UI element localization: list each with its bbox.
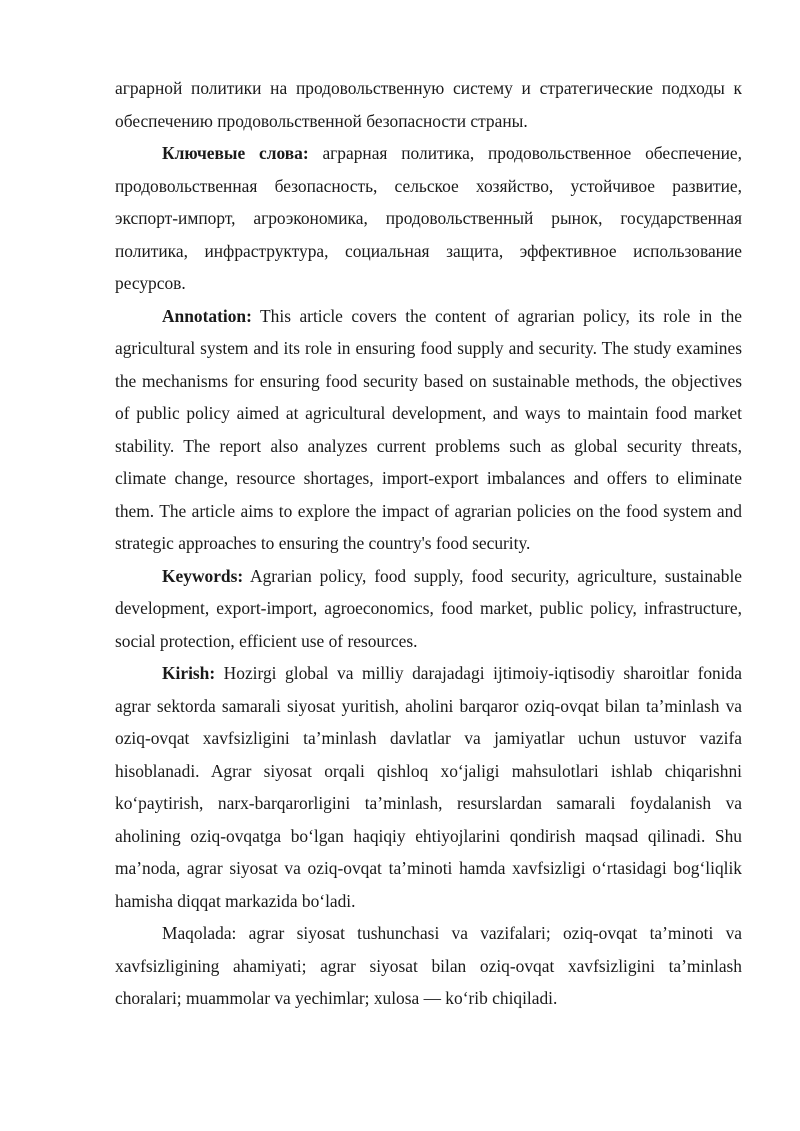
ru-annotation-continuation: аграрной политики на продовольственную систему и стратегические подходы к обеспечению продовольственной безопасности страны. <box>115 78 742 131</box>
uz-intro-paragraph <box>115 657 742 917</box>
uz-intro-label: Kirish: <box>162 663 216 683</box>
en-annotation-paragraph <box>115 300 742 560</box>
en-keywords-text: Agrarian policy, food supply, food security, agriculture, sustainable development, export-import, agroeconomics, food market, public policy, infrastructure, social protection, efficient use of resources. <box>115 565 742 651</box>
uz-outline-paragraph: Maqolada: agrar siyosat tushunchasi va vazifalari; oziq-ovqat taʼminoti va xavfsizligining ahamiyati; agrar siyosat bilan oziq-ovqat xavfsizligini taʼminlash choralari; muammolar va yechimlar; xulosa — koʻrib chiqiladi. <box>115 923 742 1008</box>
ru-keywords-label: Ключевые слова: <box>162 143 309 163</box>
en-annotation-label: Annotation: <box>162 305 252 326</box>
ru-keywords-text: аграрная политика, продовольственное обеспечение, продовольственная безопасность, сельское хозяйство, устойчивое развитие, экспорт-импорт, агроэкономика, продовольственный рынок, государственная политика, инфраструктура, социальная защита, эффективное использование ресурсов. <box>115 143 742 293</box>
uz-intro-text: Hozirgi global va milliy darajadagi ijtimoiy-iqtisodiy sharoitlar fonida agrar sektorda samarali siyosat yuritish, aholini barqaror oziq-ovqat bilan taʼminlash va oziq-ovqat xavfsizligini taʼminlash davlatlar va jamiyatlar uchun ustuvor vazifa hisoblanadi. Agrar siyosat orqali qishloq xoʻjaligi mahsulotlari ishlab chiqarishni koʻpaytirish, narx-barqarorligini taʼminlash, resurslardan samarali foydalanish va aholining oziq-ovqatga boʻlgan haqiqiy ehtiyojlarini qondirish maqsad qilinadi. Shu maʼnoda, agrar siyosat va oziq-ovqat taʼminoti hamda xavfsizligi oʻrtasidagi bogʻliqlik hamisha diqqat markazida boʻladi. <box>115 663 742 911</box>
document-page <box>115 72 742 1015</box>
ru-keywords-paragraph <box>115 137 742 300</box>
en-keywords-label: Keywords: <box>162 565 244 586</box>
en-annotation-text: This article covers the content of agrarian policy, its role in the agricultural system and its role in ensuring food supply and security. The study examines the mechanisms for ensuring food security based on sustainable methods, the objectives of public policy aimed at agricultural development, and ways to maintain food market stability. The report also analyzes current problems such as global security threats, climate change, resource shortages, import-export imbalances and offers to eliminate them. The article aims to explore the impact of agrarian policies on the food system and strategic approaches to ensuring the country's food security. <box>115 305 742 553</box>
en-keywords-paragraph <box>115 560 742 658</box>
